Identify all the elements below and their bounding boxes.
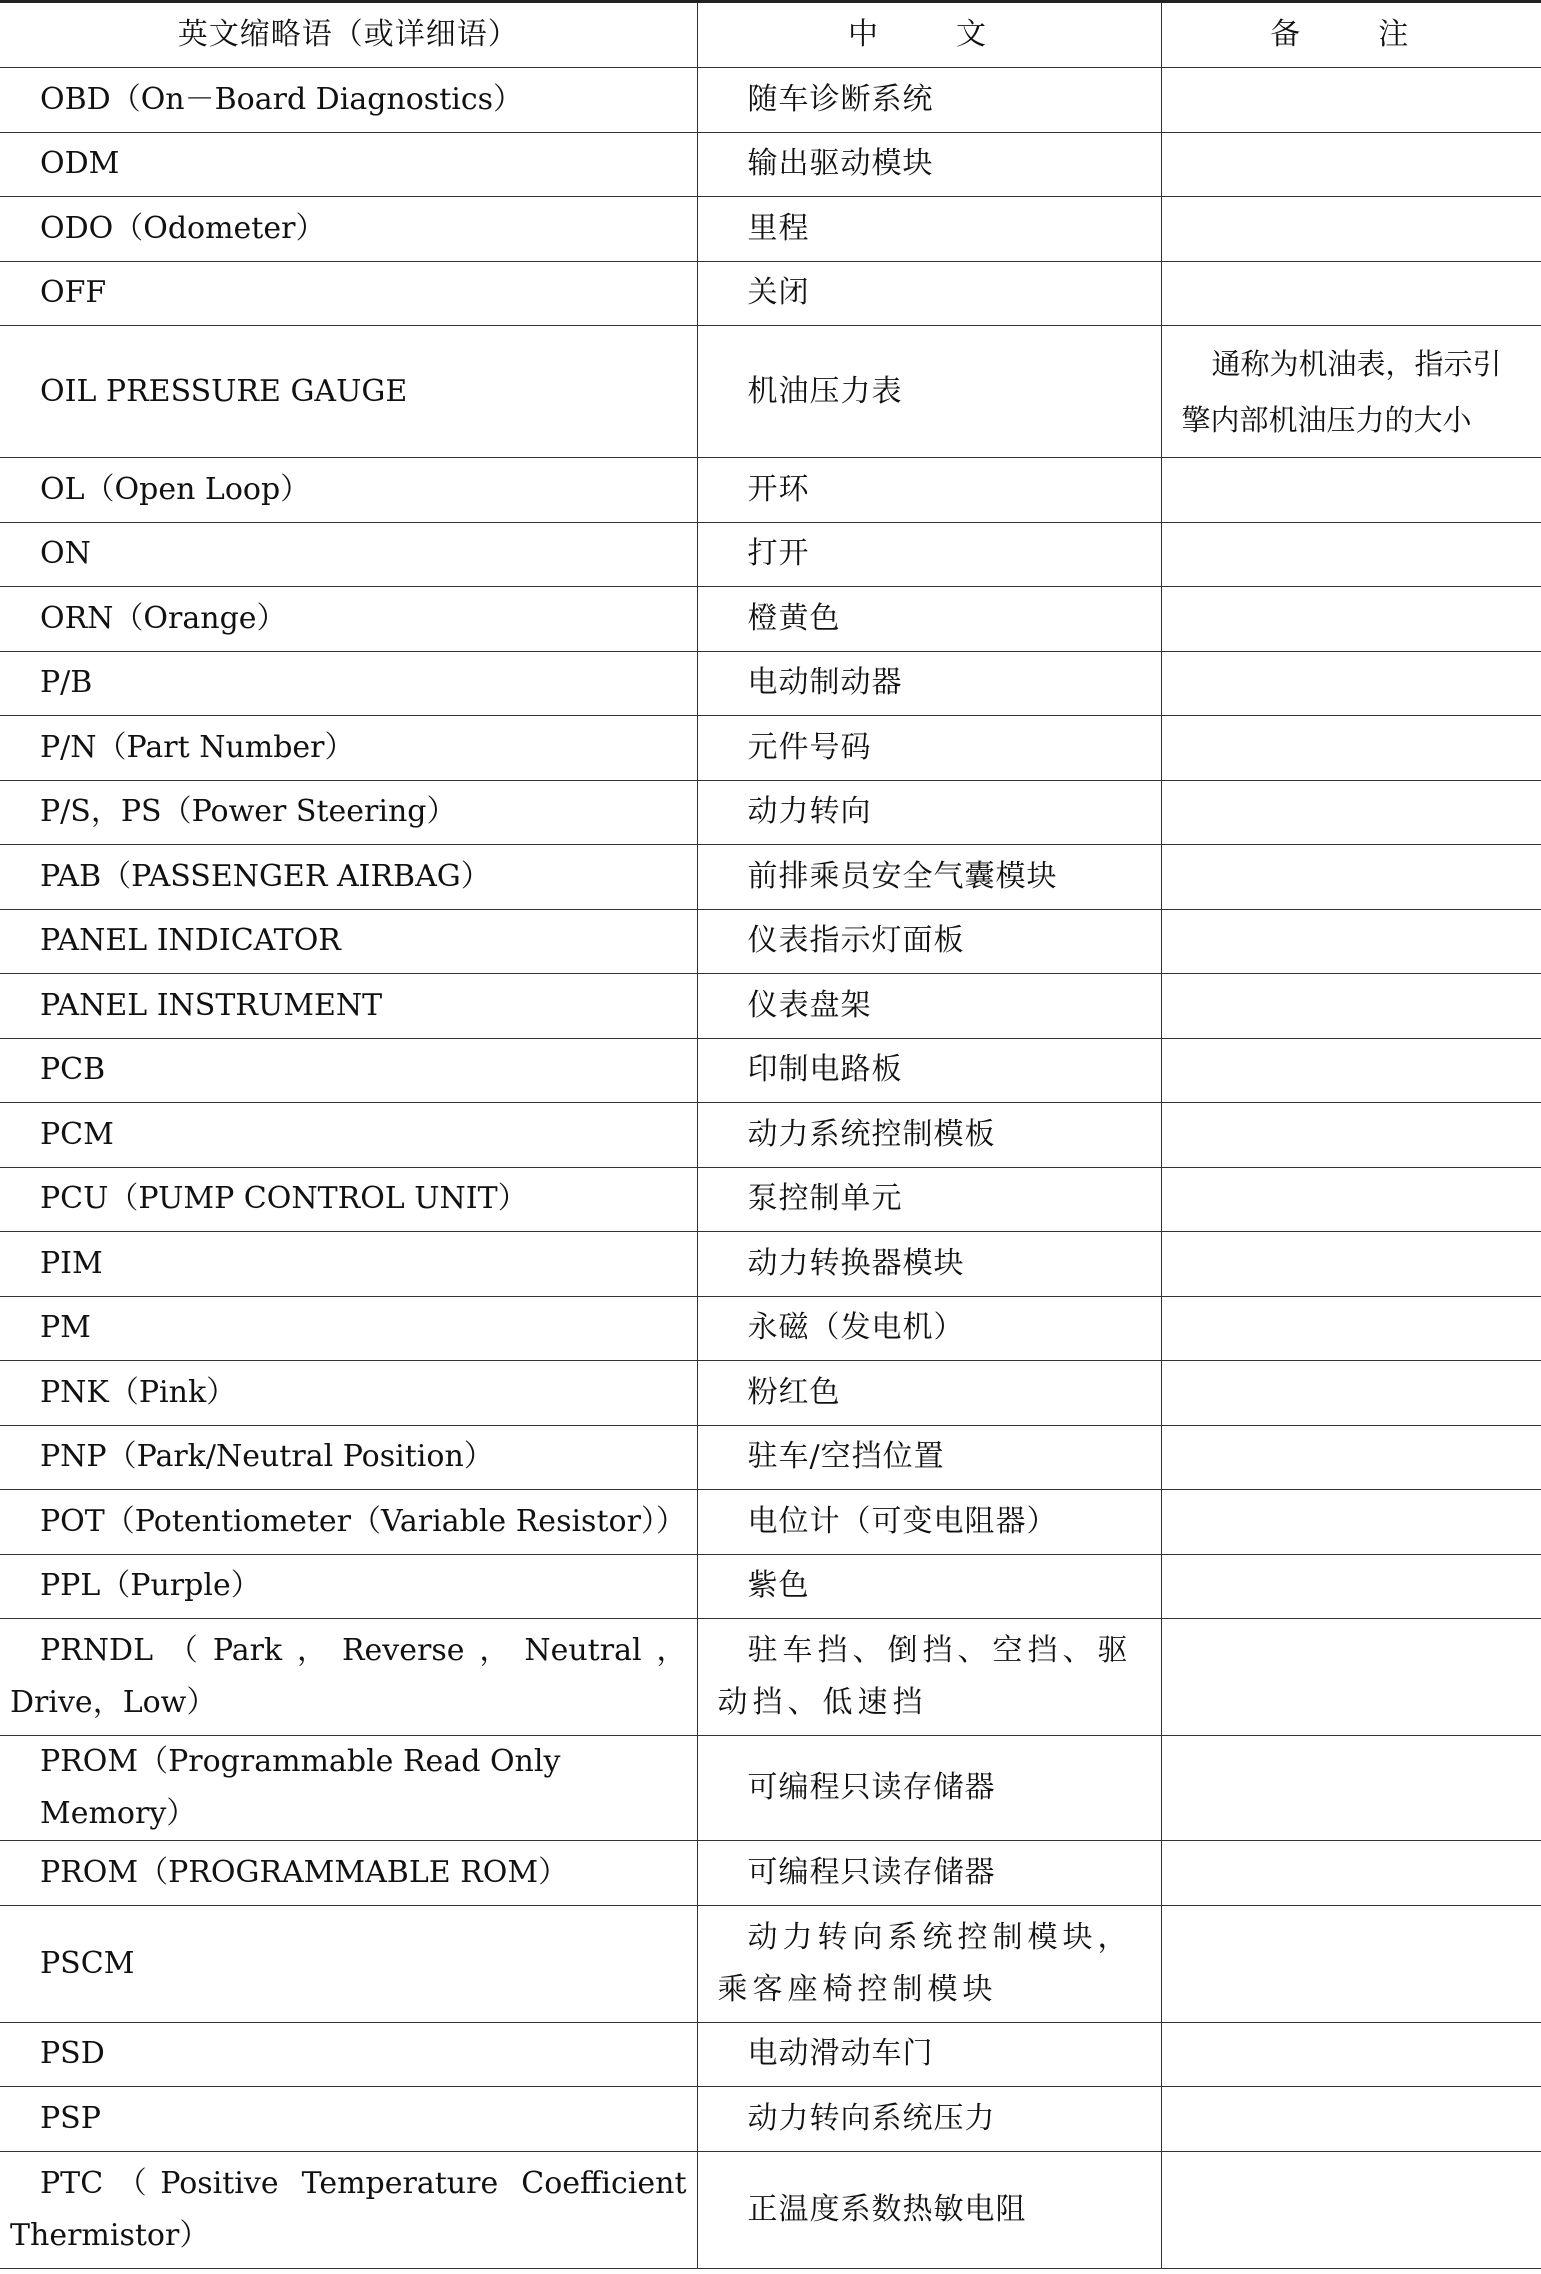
english-cell: PRNDL（Park，Reverse，Neutral，Drive，Low） [0,1619,697,1736]
english-cell: ORN（Orange） [0,587,697,652]
table-row [0,1905,1541,2022]
english-cell: P/S，PS（Power Steering） [0,780,697,845]
chinese-cell: 电动制动器 [697,651,1161,716]
english-cell: ODM [0,132,697,197]
chinese-cell: 机油压力表 [697,326,1161,458]
chinese-cell: 永磁（发电机） [697,1296,1161,1361]
notes-cell [1161,1736,1541,1841]
notes-cell [1161,1905,1541,2022]
english-cell: PROM（Programmable Read Only Memory） [0,1736,697,1841]
notes-cell [1161,974,1541,1039]
chinese-cell: 开环 [697,458,1161,523]
chinese-cell: 仪表盘架 [697,974,1161,1039]
english-cell: P/B [0,651,697,716]
notes-cell [1161,1425,1541,1490]
chinese-cell: 随车诊断系统 [697,68,1161,133]
chinese-cell: 元件号码 [697,716,1161,781]
notes-cell [1161,909,1541,974]
table-row [0,1232,1541,1297]
notes-cell [1161,1490,1541,1555]
chinese-cell: 泵控制单元 [697,1167,1161,1232]
table-row [0,2151,1541,2268]
table-row [0,845,1541,910]
english-cell: PSP [0,2087,697,2152]
notes-cell [1161,261,1541,326]
chinese-cell: 动力转向 [697,780,1161,845]
table-row [0,68,1541,133]
english-cell: PNK（Pink） [0,1361,697,1426]
chinese-cell: 前排乘员安全气囊模块 [697,845,1161,910]
table-row [0,2022,1541,2087]
chinese-cell: 输出驱动模块 [697,132,1161,197]
notes-cell [1161,845,1541,910]
table-row [0,1619,1541,1736]
header-chinese: 中 文 [697,2,1161,68]
table-row [0,1296,1541,1361]
notes-cell [1161,522,1541,587]
header-notes: 备 注 [1161,2,1541,68]
table-row [0,1490,1541,1555]
table-row [0,2087,1541,2152]
english-cell: OL（Open Loop） [0,458,697,523]
notes-cell [1161,1103,1541,1168]
english-cell: PPL（Purple） [0,1554,697,1619]
header-english: 英文缩略语（或详细语） [0,2,697,68]
english-cell: OBD（On－Board Diagnostics） [0,68,697,133]
header-row [0,2,1541,68]
table-row [0,1167,1541,1232]
english-cell: PANEL INDICATOR [0,909,697,974]
english-cell: PCM [0,1103,697,1168]
table-row [0,587,1541,652]
chinese-cell: 电动滑动车门 [697,2022,1161,2087]
english-cell: OFF [0,261,697,326]
table-row [0,716,1541,781]
chinese-cell: 动力转向系统控制模块，乘客座椅控制模块 [697,1905,1161,2022]
english-cell: PAB（PASSENGER AIRBAG） [0,845,697,910]
notes-cell [1161,197,1541,262]
notes-cell [1161,1361,1541,1426]
chinese-cell: 可编程只读存储器 [697,1841,1161,1906]
table-row [0,1103,1541,1168]
chinese-cell: 动力转向系统压力 [697,2087,1161,2152]
table-row [0,1554,1541,1619]
table-row [0,780,1541,845]
table-row [0,1736,1541,1841]
notes-cell [1161,780,1541,845]
table-row [0,1038,1541,1103]
chinese-cell: 紫色 [697,1554,1161,1619]
english-cell: PIM [0,1232,697,1297]
english-cell: P/N（Part Number） [0,716,697,781]
english-cell: PSD [0,2022,697,2087]
english-cell: POT（Potentiometer（Variable Resistor）） [0,1490,697,1555]
notes-cell [1161,1038,1541,1103]
table-row [0,458,1541,523]
notes-cell [1161,458,1541,523]
chinese-cell: 可编程只读存储器 [697,1736,1161,1841]
chinese-cell: 印制电路板 [697,1038,1161,1103]
notes-cell [1161,2087,1541,2152]
english-cell: PNP（Park/Neutral Position） [0,1425,697,1490]
table-row [0,1361,1541,1426]
notes-cell [1161,651,1541,716]
table-row [0,909,1541,974]
english-cell: PM [0,1296,697,1361]
english-cell: ODO（Odometer） [0,197,697,262]
notes-cell [1161,1841,1541,1906]
english-cell: PSCM [0,1905,697,2022]
table-row [0,1425,1541,1490]
notes-cell [1161,1554,1541,1619]
chinese-cell: 仪表指示灯面板 [697,909,1161,974]
chinese-cell: 关闭 [697,261,1161,326]
notes-cell [1161,1232,1541,1297]
chinese-cell: 打开 [697,522,1161,587]
notes-cell [1161,2151,1541,2268]
english-cell: PROM（PROGRAMMABLE ROM） [0,1841,697,1906]
chinese-cell: 驻车挡、倒挡、空挡、驱动挡、低速挡 [697,1619,1161,1736]
english-cell: PTC（Positive Temperature Coefficient Thermistor） [0,2151,697,2268]
table-row [0,1841,1541,1906]
table-row [0,974,1541,1039]
chinese-cell: 动力系统控制模板 [697,1103,1161,1168]
chinese-cell: 驻车/空挡位置 [697,1425,1161,1490]
english-cell: PANEL INSTRUMENT [0,974,697,1039]
notes-cell: 通称为机油表，指示引擎内部机油压力的大小 [1161,326,1541,458]
notes-cell [1161,587,1541,652]
table-row [0,261,1541,326]
table-row [0,326,1541,458]
chinese-cell: 电位计（可变电阻器） [697,1490,1161,1555]
english-cell: OIL PRESSURE GAUGE [0,326,697,458]
chinese-cell: 橙黄色 [697,587,1161,652]
table-row [0,197,1541,262]
chinese-cell: 正温度系数热敏电阻 [697,2151,1161,2268]
chinese-cell: 粉红色 [697,1361,1161,1426]
notes-cell [1161,132,1541,197]
english-cell: PCB [0,1038,697,1103]
notes-cell [1161,68,1541,133]
table-row [0,522,1541,587]
notes-cell [1161,1167,1541,1232]
notes-cell [1161,1619,1541,1736]
english-cell: PCU（PUMP CONTROL UNIT） [0,1167,697,1232]
table-row [0,651,1541,716]
english-cell: ON [0,522,697,587]
chinese-cell: 里程 [697,197,1161,262]
table-row [0,132,1541,197]
chinese-cell: 动力转换器模块 [697,1232,1161,1297]
notes-cell [1161,716,1541,781]
notes-cell [1161,2022,1541,2087]
notes-cell [1161,1296,1541,1361]
